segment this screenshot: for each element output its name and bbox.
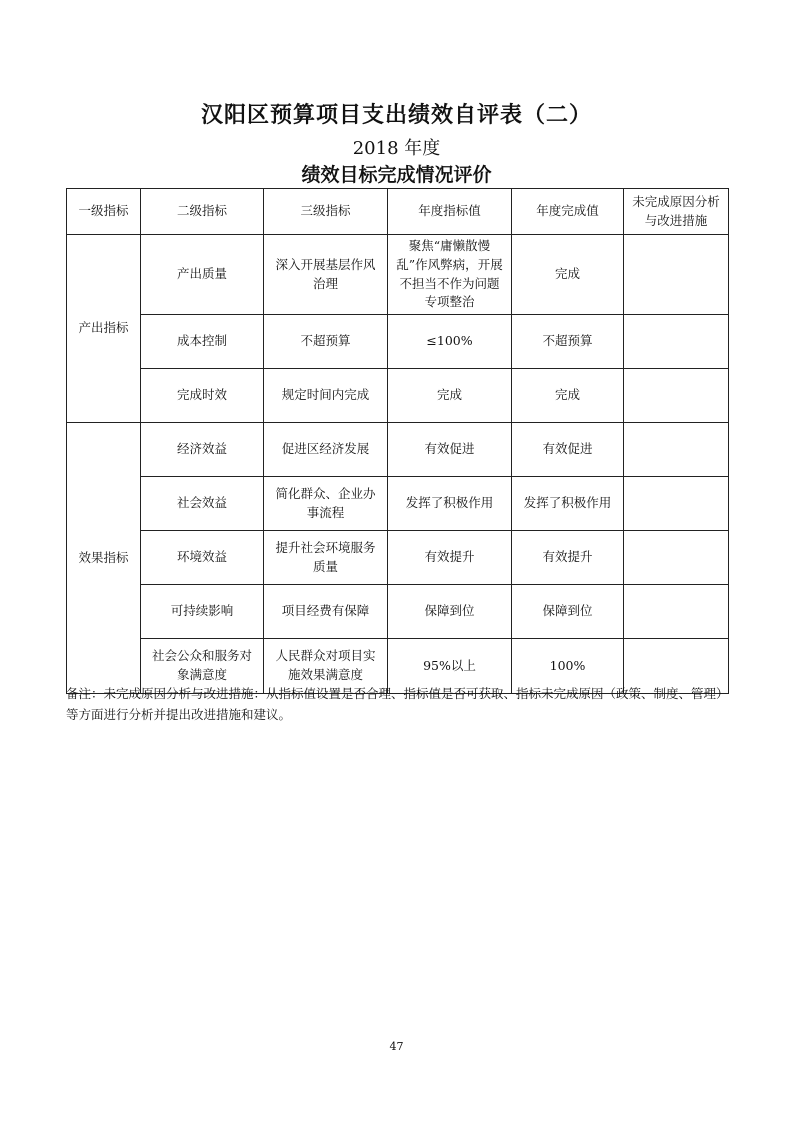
actual-cell: 发挥了积极作用 — [512, 477, 624, 531]
table-row — [67, 477, 729, 531]
reason-cell — [624, 369, 729, 423]
reason-cell — [624, 477, 729, 531]
level2-cell: 可持续影响 — [141, 585, 264, 639]
target-cell: 有效提升 — [388, 531, 512, 585]
reason-cell — [624, 235, 729, 315]
level2-cell: 社会公众和服务对象满意度 — [141, 639, 264, 694]
table-row — [67, 531, 729, 585]
level1-cell: 产出指标 — [67, 235, 141, 423]
level3-cell: 不超预算 — [264, 315, 388, 369]
reason-cell — [624, 423, 729, 477]
target-cell: 有效促进 — [388, 423, 512, 477]
target-cell: 保障到位 — [388, 585, 512, 639]
reason-cell — [624, 315, 729, 369]
actual-cell: 完成 — [512, 235, 624, 315]
actual-cell: 完成 — [512, 369, 624, 423]
level3-cell: 深入开展基层作风治理 — [264, 235, 388, 315]
section-title: 绩效目标完成情况评价 — [301, 164, 492, 186]
level2-cell: 产出质量 — [141, 235, 264, 315]
level3-cell: 人民群众对项目实施效果满意度 — [264, 639, 388, 694]
header-target: 年度指标值 — [388, 189, 512, 235]
target-cell: 聚焦“庸懒散慢乱”作风弊病，开展不担当不作为问题专项整治 — [388, 235, 512, 315]
header-level1: 一级指标 — [67, 189, 141, 235]
actual-cell: 有效提升 — [512, 531, 624, 585]
table-row — [67, 585, 729, 639]
level3-cell: 简化群众、企业办事流程 — [264, 477, 388, 531]
level3-cell: 项目经费有保障 — [264, 585, 388, 639]
header-level3: 三级指标 — [264, 189, 388, 235]
actual-cell: 100% — [512, 639, 624, 694]
actual-cell: 有效促进 — [512, 423, 624, 477]
header-reason: 未完成原因分析与改进措施 — [624, 189, 729, 235]
level3-cell: 规定时间内完成 — [264, 369, 388, 423]
target-cell: 完成 — [388, 369, 512, 423]
level2-cell: 成本控制 — [141, 315, 264, 369]
page-number: 47 — [389, 1040, 404, 1053]
level2-cell: 经济效益 — [141, 423, 264, 477]
level2-cell: 环境效益 — [141, 531, 264, 585]
table-row — [67, 423, 729, 477]
actual-cell: 保障到位 — [512, 585, 624, 639]
header-actual: 年度完成值 — [512, 189, 624, 235]
level3-cell: 促进区经济发展 — [264, 423, 388, 477]
target-cell: 95%以上 — [388, 639, 512, 694]
target-cell: 发挥了积极作用 — [388, 477, 512, 531]
table-row — [67, 235, 729, 315]
level1-cell: 效果指标 — [67, 423, 141, 694]
reason-cell — [624, 531, 729, 585]
performance-table — [66, 188, 729, 694]
table-row — [67, 369, 729, 423]
table-note: 备注：未完成原因分析与改进措施：从指标值设置是否合理、指标值是否可获取、指标未完成原因（政策、制度、管理）等方面进行分析并提出改进措施和建议。 — [66, 686, 723, 722]
reason-cell — [624, 585, 729, 639]
table-header-row — [67, 189, 729, 235]
table-row — [67, 315, 729, 369]
target-cell: ≤100% — [388, 315, 512, 369]
level2-cell: 完成时效 — [141, 369, 264, 423]
header-level2: 二级指标 — [141, 189, 264, 235]
document-year: 2018 年度 — [352, 138, 441, 159]
level3-cell: 提升社会环境服务质量 — [264, 531, 388, 585]
level2-cell: 社会效益 — [141, 477, 264, 531]
document-title: 汉阳区预算项目支出绩效自评表（二） — [200, 102, 592, 128]
actual-cell: 不超预算 — [512, 315, 624, 369]
